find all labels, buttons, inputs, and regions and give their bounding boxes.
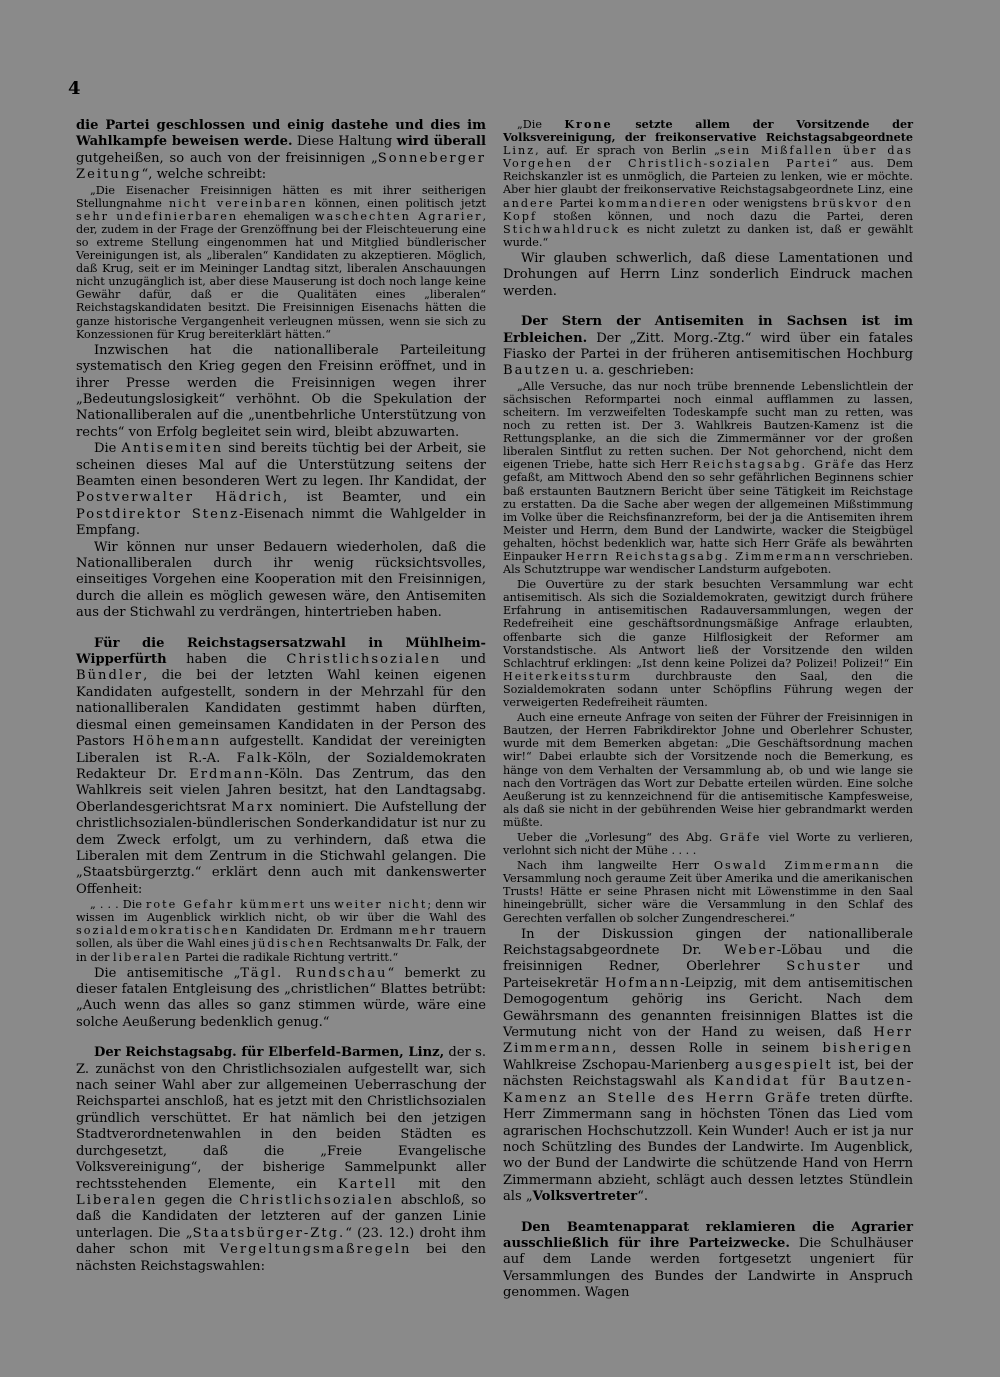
- spaced-emphasis-text: mehr: [398, 924, 437, 938]
- paragraph: [503, 927, 913, 1206]
- text-run: aufgestellt. Kandidat der vereinigten Liberalen ist R.-A.: [76, 734, 486, 766]
- text-run: Auch eine erneute Anfrage von seiten der Führer der Freisinnigen in Bautzen, der Herren Fabrikdirektor Johne und Oberlehrer Schuster, wurde mit dem Bemerken abgetan: „Die Geschäftsordnung machen wir!“ Dabei erlaubte sich der Vorsitzende noch die Bemerkung, es hänge von dem Verhalten der Versammlung ab, ob und wie lange sie nach den Vorträgen das Wort zur Debatte erteilen würden. Eine solche Aeußerung ist zu kennzeichnend für die antisemitische Kampfesweise, als daß sie nicht in der gebührenden Weise hier gebrandmarkt werden müßte.: [503, 711, 913, 829]
- paragraph: [503, 251, 913, 300]
- bold-text: Volksvertreter: [532, 1189, 638, 1205]
- spaced-emphasis-text: Kartell: [337, 1176, 398, 1192]
- text-run: ; denn wir wissen im Augenblick wirklich nicht, ob wir über die Wahl des: [76, 898, 486, 925]
- text-run: gegen die: [157, 1192, 240, 1208]
- text-run: abschloß, so daß die Kandidaten der letzteren auf der ganzen Linie unterlagen. Die „: [76, 1192, 486, 1241]
- text-run: viel Worte zu verlieren, verlohnt sich nicht der Mühe . . . .: [503, 830, 913, 858]
- text-run: bei den nächsten Reichstagswahlen:: [76, 1242, 486, 1274]
- quoted-paragraph: [503, 831, 913, 857]
- spaced-emphasis-text: liberalen: [113, 950, 182, 964]
- text-run: durchbrauste den Saal, den die Sozialdemokraten sodann unter Schöpflins Führung wegen der verweigerten Redefreiheit räumten.: [503, 669, 913, 710]
- text-run: -Köln. Das Zentrum, das den Wahlkreis seit vielen Jahren besitzt, hat den Landtagsabg. Oberlandesgerichtsrat: [76, 766, 486, 815]
- text-run: , dessen Rolle in seinem: [612, 1041, 823, 1057]
- bold-text: Für die Reichstagsersatzwahl in Mühlheim-Wipperfürth: [76, 635, 486, 668]
- spaced-emphasis-text: Vergeltungsmaßregeln: [219, 1242, 412, 1258]
- text-run: “, welche schreibt:: [141, 167, 267, 183]
- spaced-emphasis-text: ausgespielt: [735, 1057, 833, 1073]
- spaced-emphasis-text: Christlichsozialen: [239, 1192, 394, 1208]
- spaced-emphasis-text: rote Gefahr kümmert: [146, 898, 306, 912]
- spaced-emphasis-text: Hofmann: [605, 975, 681, 991]
- text-run: haben die: [166, 652, 287, 668]
- text-run: ist, bei der nächsten Reichstagswahl als: [503, 1057, 914, 1090]
- text-run: Die antisemitische „: [94, 965, 241, 981]
- text-run: -Eisenach nimmt die Wahlgelder in Empfang.: [76, 506, 486, 539]
- spaced-emphasis-text: Christlichsozialen: [286, 652, 442, 668]
- text-run: “ aus. Dem Reichskanzler ist es unmöglich, die Parteien zu lenken, wie er möchte. Aber hier glaubt der freikonservative Reichstagsabgeordnete Linz, eine: [503, 157, 913, 197]
- spaced-emphasis-text: Schuster: [786, 959, 862, 975]
- text-run: Wir glauben schwerlich, daß diese Lamentationen und Drohungen auf Herrn Linz sonderlich Eindruck machen werden.: [503, 250, 913, 299]
- paragraph: [76, 540, 486, 622]
- text-run: Der „Zitt. Morg.-Ztg.“ wird über ein fatales Fiasko der Partei in der früheren antisemitischen Hochburg: [503, 330, 913, 362]
- spaced-emphasis-text: Linz: [503, 144, 536, 158]
- article-heading-paragraph: [503, 1220, 913, 1302]
- bold-text: Der Stern der Antisemiten in Sachsen ist im Erbleichen.: [503, 314, 913, 346]
- text-run: Ueber die „Vorlesung“ des Abg.: [517, 830, 720, 844]
- paragraph: [76, 118, 486, 184]
- text-run: Die Ouvertüre zu der stark besuchten Versammlung war echt antisemitisch. Als sich die Sozialdemokraten, gewitzigt durch frühere Erfahrung in antisemitischen Radauversammlungen, wegen der Redefreiheit eine geschäftsordnungsmäßige Anfrage erlaubten, offenbarte sich die ganze Hilflosigkeit der Reformer am Vorstandstische. Als Antwort ließ der Vorsitzende den wilden Schlachtruf erklingen: „Ist denn keine Polizei da? Polizei! Polizei!“ Ein: [503, 578, 913, 670]
- text-run: „Die Eisenacher Freisinnigen hätten es mit ihrer seitherigen Stellungnahme: [76, 183, 486, 210]
- spaced-emphasis-text: kommandieren: [598, 196, 708, 210]
- article-heading-paragraph: [76, 1045, 486, 1275]
- spaced-emphasis-text: Marx: [231, 799, 275, 815]
- article-heading-paragraph: [503, 314, 913, 380]
- text-run: Partei: [554, 196, 599, 210]
- text-run: , ist Beamter, und ein: [283, 490, 486, 506]
- text-run: stoßen können, und noch dazu die Partei, deren: [537, 209, 913, 223]
- text-run: Wir können nur unser Bedauern wiederholen, daß die Nationalliberalen durch ihr wenig rücksichtsvolles, einseitiges Vorgehen eine Kooperation mit den Freisinnigen, durch die allein es möglich gewesen wäre, den Antisemiten aus der Stichwahl zu verdrängen, hintertrieben haben.: [76, 539, 486, 621]
- text-run: Inzwischen hat die nationalliberale Parteileitung systematisch den Krieg gegen den Freisinn eröffnet, und in ihrer Presse werden die Freisinnigen wegen ihrer „Bedeutungslosigkeit“ verhöhnt. Ob die Spekulation der Nationalliberalen auf die „unentbehrliche Unterstützung von rechts“ von Erfolg begleitet sein wird, bleibt abzuwarten.: [76, 342, 486, 440]
- text-run: Rechtsanwalts Dr. Falk, der in der: [76, 937, 486, 964]
- spaced-emphasis-text: Liberalen: [76, 1192, 158, 1208]
- text-run: und: [441, 652, 486, 668]
- quoted-paragraph: [503, 380, 913, 576]
- text-run: die Versammlung noch geraume Zeit über Amerika und die amerikanischen Trusts! Hätte er seine Phrasen nicht mit Löwenstimme in den Saal hineingebrüllt, sicher wäre die Versammlung in den Schlaf des Gerechten verfallen ob solcher Zungendrescherei.“: [503, 859, 913, 925]
- quoted-paragraph: [76, 184, 486, 341]
- text-run: gutgeheißen, so auch von der freisinnigen „: [76, 150, 378, 166]
- text-run: trauern sollen, als über die Wahl eines: [76, 924, 486, 951]
- text-run: “.: [637, 1189, 649, 1205]
- text-run: können, einen politisch jetzt: [307, 196, 486, 210]
- spaced-emphasis-text: Oswald Zimmermann: [713, 859, 881, 873]
- text-run: es nicht zuletzt zu danken ist, daß er gewählt wurde.“: [503, 222, 913, 249]
- spaced-emphasis-text: Herrn Reichstagsabg. Zimmermann: [565, 550, 832, 563]
- text-run: , die bei der letzten Wahl keinen eigenen Kandidaten aufgestellt, sondern in der Mehrzahl für den nationalliberalen Kandidaten gestimmt haben dürften, diesmal einen gemeinsamen Kandidaten in der Person des Pastors: [76, 668, 486, 750]
- text-run: und Parteisekretär: [503, 959, 913, 991]
- text-run: , der, zudem in der Frage der Grenzöffnung bei der Fleischteuerung eine so extreme Stellung eingenommen hat und Mitglied bündlerischer Vereinigungen ist, als „liberalen“ Kandidaten zu akzeptieren. Möglich, daß Krug, seit er im Meininger Landtag sitzt, liberalen Anschauungen nicht unzugänglich ist, aber diese Mauserung ist doch noch lange keine Gewähr dafür, daß er die Qualitäten eines „liberalen“ Reichstagskandidaten besitzt. Die Freisinnigen Eisenachs hätten die ganze historische Vergangenheit verleugnen müssen, wenn sie sich zu Konzessionen für Krug bereiterklärt hätten.“: [76, 209, 486, 341]
- spaced-emphasis-text: Postverwalter Hädrich: [76, 490, 284, 506]
- spaced-emphasis-text: Stichwahldruck: [503, 222, 620, 236]
- quoted-paragraph: [503, 578, 913, 709]
- spaced-emphasis-text: Herr Zimmermann: [503, 1025, 913, 1057]
- bold-text: wird überall: [396, 134, 486, 150]
- spaced-emphasis-text: Tägl. Rundschau: [240, 965, 388, 981]
- spaced-emphasis-text: sehr undefinierbaren: [76, 209, 239, 223]
- spaced-emphasis-text: Kandidat für Bautzen-Kamenz an Stelle des Herrn Gräfe: [503, 1074, 913, 1106]
- quoted-paragraph: [76, 898, 486, 963]
- text-run: “ (23. 12.) droht ihm daher schon mit: [76, 1225, 486, 1258]
- text-run: nominiert. Die Aufstellung der christlichsozialen-bündlerischen Sonderkandidatur ist nur zu dem Zweck erfolgt, um zu verhindern, daß etwa die Liberalen mit dem Zentrum in die Stichwahl gelangen. Die „Staatsbürgerztg.“ erklärt denn auch mit dankenswerter Offenheit:: [76, 799, 486, 897]
- page-number: 4: [68, 78, 81, 99]
- text-run: -Leipzig, mit dem antisemitischen Demogogentum gehörig ins Gericht. Nach dem Gewährsmann des genannten freisinnigen Blattes ist die Vermutung nicht von der Hand zu weisen, daß: [503, 975, 913, 1041]
- spaced-emphasis-text: Bautzen: [503, 363, 572, 379]
- text-run: Partei die radikale Richtung vertritt.“: [181, 950, 399, 964]
- spaced-emphasis-text: brüskvor den Kopf: [503, 196, 914, 223]
- spaced-emphasis-text: Reichstagsabg. Gräfe: [692, 458, 856, 472]
- spaced-emphasis-text: sozialdemokratischen: [76, 924, 240, 938]
- text-run: sind bereits tüchtig bei der Arbeit, sie scheinen dieses Mal auf die Unterstützung seitens der Beamten einen besonderen Wert zu legen. Ihr Kandidat, der: [76, 441, 486, 489]
- text-run: u. a. geschrieben:: [571, 363, 695, 379]
- text-run: Wahlkreise Zschopau-Marienberg: [503, 1057, 736, 1073]
- article-heading-paragraph: [76, 636, 486, 899]
- text-run: ehemaligen: [238, 209, 315, 223]
- text-run: mit den: [397, 1176, 486, 1192]
- text-run: Die: [94, 441, 122, 457]
- text-run: „Die: [517, 118, 565, 131]
- text-run: uns: [305, 898, 335, 912]
- bold-text: setzte allem der Vorsitzende der Volksvereinigung, der freikonservative Reichstagsabgeordnete: [503, 117, 913, 145]
- spaced-emphasis-text: Weber: [724, 943, 777, 959]
- text-run: Die Schulhäuser auf dem Lande werden fortgesetzt ungeniert für Versammlungen des Bundes der Landwirte in Anspruch genommen. Wagen: [503, 1235, 914, 1301]
- spaced-emphasis-text: nicht vereinbaren: [168, 196, 308, 210]
- bold-text: die Partei geschlossen und einig dastehe und dies im Wahlkampfe beweisen werde.: [76, 118, 486, 150]
- paragraph: [76, 441, 486, 539]
- paragraph: [76, 966, 486, 1032]
- text-run: verschrieben. Als Schutztruppe war wendischer Landsturm aufgeboten.: [503, 550, 913, 577]
- text-run: das Herz gefaßt, am Mittwoch Abend den so sehr gefährlichen Beginnens schier baß erstaunten Bautznern Bericht über seine Tätigkeit im Reichstage zu erstatten. Da die Sache aber wegen der allgemeinen Mißstimmung im Volke über die Reichsfinanzreform, bei der ja die Antisemiten ihrem Meister und Herrn, dem Bund der Landwirte, wacker die Steigbügel gehalten, höchst bedenklich war, hatte sich Herr Gräfe als bewährten Einpauker: [503, 458, 913, 563]
- spaced-emphasis-text: andere: [503, 196, 555, 210]
- spaced-emphasis-text: weiter nicht: [334, 898, 428, 912]
- spaced-emphasis-text: bisherigen: [822, 1041, 913, 1057]
- text-run: Kandidaten Dr. Erdmann: [239, 924, 399, 938]
- text-run: Nach ihm langweilte Herr: [517, 859, 714, 873]
- bold-text: Den Beamtenapparat reklamieren die Agrarier ausschließlich für ihre Parteizwecke.: [503, 1219, 913, 1251]
- spaced-emphasis-text: Falk: [236, 750, 273, 766]
- text-run: -Köln, der Sozialdemokraten Redakteur Dr.: [76, 750, 486, 782]
- bold-text: Krone: [564, 117, 613, 131]
- spaced-emphasis-text: Bündler: [76, 668, 144, 684]
- spaced-emphasis-text: Höhemann: [132, 734, 222, 750]
- paragraph: [76, 343, 486, 441]
- spaced-emphasis-text: Gräfe: [719, 830, 762, 844]
- bold-text: Der Reichstagsabg. für Elberfeld-Barmen, Linz,: [94, 1045, 445, 1061]
- spaced-emphasis-text: Heiterkeitssturm: [503, 669, 633, 683]
- text-run: „Alle Versuche, das nur noch trübe brennende Lebenslichtlein der sächsischen Reformpartei noch einmal aufflammen zu lassen, scheitern. Im verzweifelten Todeskampfe sucht man zu retten, was noch zu retten ist. Der 3. Wahlkreis Bautzen-Kamenz ist die Rettungsplanke, an die sich die Zimmermänner vor der großen liberalen Sintflut zu retten suchen. Der Not gehorchend, nicht dem eigenen Triebe, hatte sich Herr: [503, 379, 913, 472]
- text-run: “ bemerkt zu dieser fatalen Entgleisung des „christlichen“ Blattes betrübt: „Auch wenn das alles so ganz stimmen würde, wäre eine solche Aeußerung bedenklich genug.“: [76, 965, 486, 1030]
- text-run: oder wenigstens: [707, 196, 813, 210]
- spaced-emphasis-text: sein Mißfallen über das Vorgehen der Christlich-sozialen Partei: [503, 144, 913, 171]
- spaced-emphasis-text: Erdmann: [189, 766, 265, 782]
- text-run: der s. Z. zunächst von den Christlichsozialen aufgestellt war, sich nach seiner Wahl aber zur allgemeinen Ueberraschung der Reichspartei anschloß, hat es jetzt mit den Christlichsozialen gründlich verschüttet. Er hat nämlich bei den jetzigen Stadtverordnetenwahlen in den beiden Städten es durchgesetzt, daß die „Freie Evangelische Volksvereinigung“, der bisherige Sammelpunkt aller rechtsstehenden Elemente, ein: [76, 1045, 486, 1192]
- left-column: [76, 118, 486, 1275]
- spaced-emphasis-text: waschechten Agrarier: [314, 209, 483, 223]
- text-run: In der Diskussion gingen der nationalliberale Reichstagsabgeordnete Dr.: [503, 926, 913, 959]
- text-run: „ . . . Die: [90, 898, 147, 912]
- spaced-emphasis-text: jüdischen: [252, 937, 326, 951]
- quoted-paragraph: [503, 711, 913, 829]
- spaced-emphasis-text: Staatsbürger-Ztg.: [192, 1225, 346, 1241]
- right-column: [503, 118, 913, 1302]
- spaced-emphasis-text: Postdirektor Stenz: [76, 506, 240, 522]
- spaced-emphasis-text: Antisemiten: [121, 441, 224, 457]
- text-run: -Löbau und die freisinnigen Redner, Oberlehrer: [503, 943, 913, 975]
- quoted-paragraph: [503, 118, 913, 249]
- spaced-emphasis-text: Sonneberger Zeitung: [76, 150, 486, 183]
- text-run: treten dürfte. Herr Zimmermann sang in höchsten Tönen das Lied vom agrarischen Hochschutzzoll. Kein Wunder! Auch er ist ja nur noch Schützling des Bundes der Landwirte. Im Augenblick, wo der Bund der Landwirte die schützende Hand von Herrn Zimmermann abzieht, schlägt auch dessen letztes Stündlein als „: [503, 1090, 913, 1205]
- text-run: Diese Haltung: [292, 134, 397, 150]
- quoted-paragraph: [503, 859, 913, 924]
- text-run: , auf. Er sprach von Berlin „: [535, 144, 720, 158]
